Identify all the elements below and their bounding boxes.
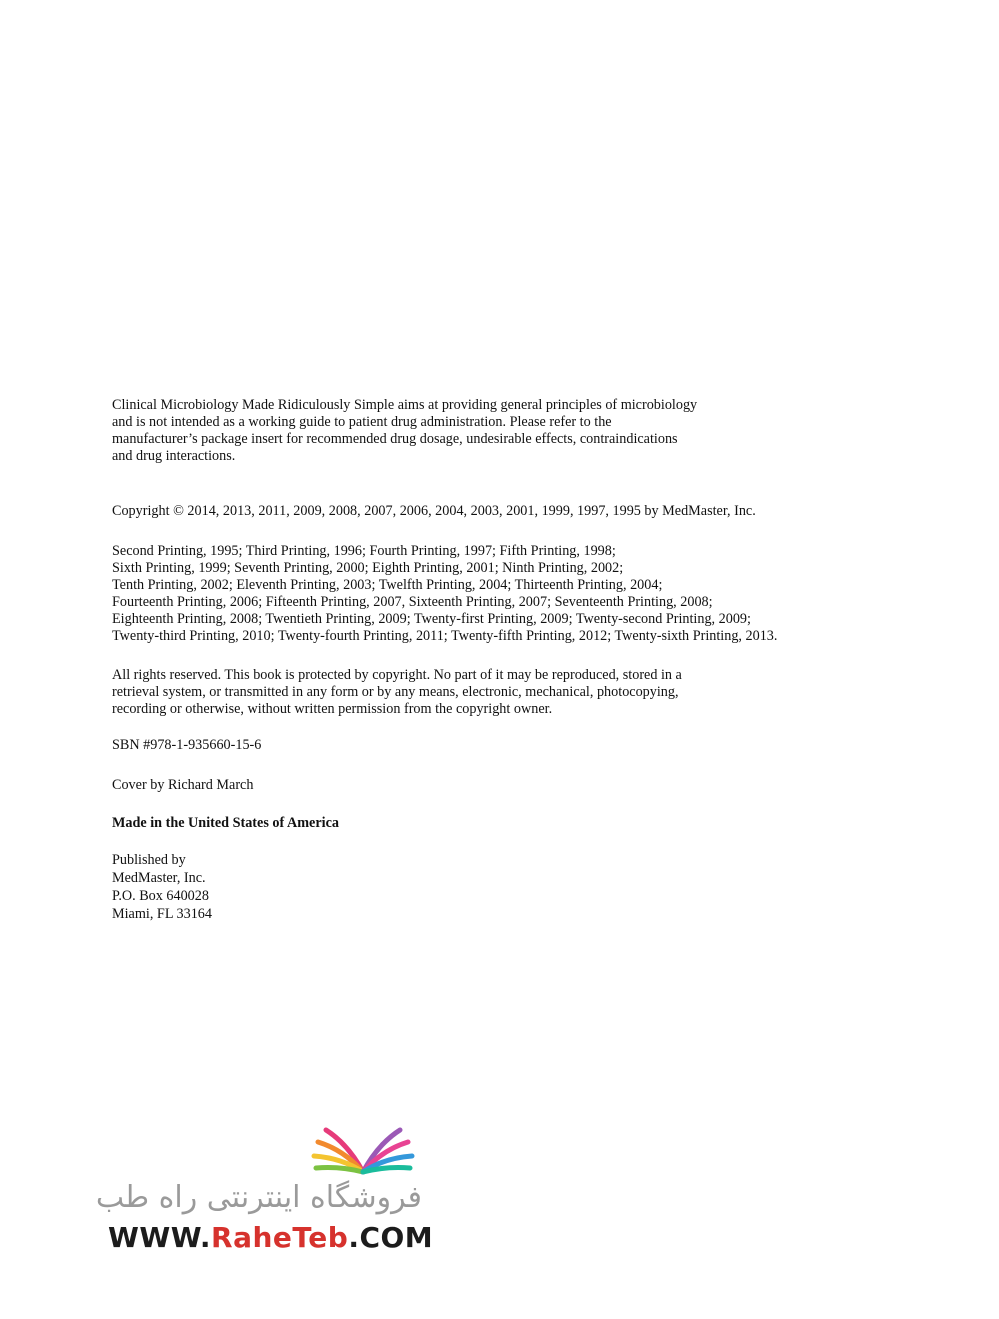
printing-line: Sixth Printing, 1999; Seventh Printing, 2000; Eighth Printing, 2001; Ninth Printing, 2002; bbox=[112, 560, 624, 576]
disclaimer-line: and is not intended as a working guide to patient drug administration. Please refer to the bbox=[112, 414, 612, 430]
printing-history bbox=[112, 543, 777, 645]
disclaimer-paragraph bbox=[112, 397, 697, 465]
isbn-number: SBN #978-1-935660-15-6 bbox=[112, 737, 262, 753]
url-prefix: WWW. bbox=[108, 1221, 212, 1254]
rights-line: recording or otherwise, without written permission from the copyright owner. bbox=[112, 701, 553, 717]
url-suffix: .COM bbox=[348, 1221, 434, 1254]
publisher-line: Published by bbox=[112, 852, 186, 868]
url-brand: RaheTeb bbox=[211, 1221, 349, 1254]
watermark-persian-text: فروشگاه اینترنتی راه طب bbox=[95, 1180, 422, 1215]
publisher-address bbox=[112, 851, 212, 923]
rights-line: retrieval system, or transmitted in any form or by any means, electronic, mechanical, photocopying, bbox=[112, 684, 679, 700]
disclaimer-line: and drug interactions. bbox=[112, 448, 236, 464]
printing-line: Eighteenth Printing, 2008; Twentieth Printing, 2009; Twenty-first Printing, 2009; Twenty-second Printing, 2009; bbox=[112, 611, 751, 627]
publisher-line: Miami, FL 33164 bbox=[112, 906, 212, 922]
raheteb-watermark bbox=[95, 1124, 434, 1264]
watermark-url bbox=[108, 1220, 433, 1256]
open-book-icon bbox=[308, 1124, 418, 1176]
publisher-line: P.O. Box 640028 bbox=[112, 888, 209, 904]
copyright-notice: Copyright © 2014, 2013, 2011, 2009, 2008, 2007, 2006, 2004, 2003, 2001, 1999, 1997, 1995 by MedMaster, Inc. bbox=[112, 503, 756, 519]
printing-line: Second Printing, 1995; Third Printing, 1996; Fourth Printing, 1997; Fifth Printing, 1998; bbox=[112, 543, 616, 559]
rights-reserved-paragraph bbox=[112, 667, 682, 718]
printing-line: Tenth Printing, 2002; Eleventh Printing, 2003; Twelfth Printing, 2004; Thirteenth Printing, 2004; bbox=[112, 577, 663, 593]
cover-credit: Cover by Richard March bbox=[112, 777, 254, 793]
rights-line: All rights reserved. This book is protected by copyright. No part of it may be reproduced, stored in a bbox=[112, 667, 682, 683]
disclaimer-line: Clinical Microbiology Made Ridiculously Simple aims at providing general principles of microbiology bbox=[112, 397, 698, 413]
disclaimer-line: manufacturer’s package insert for recommended drug dosage, undesirable effects, contraindications bbox=[112, 431, 678, 447]
publisher-line: MedMaster, Inc. bbox=[112, 870, 206, 886]
country-of-manufacture: Made in the United States of America bbox=[112, 815, 339, 831]
printing-line: Fourteenth Printing, 2006; Fifteenth Printing, 2007, Sixteenth Printing, 2007; Seventeenth Printing, 2008; bbox=[112, 594, 713, 610]
printing-line: Twenty-third Printing, 2010; Twenty-fourth Printing, 2011; Twenty-fifth Printing, 2012; Twenty-sixth Printing, 2013. bbox=[112, 628, 778, 644]
